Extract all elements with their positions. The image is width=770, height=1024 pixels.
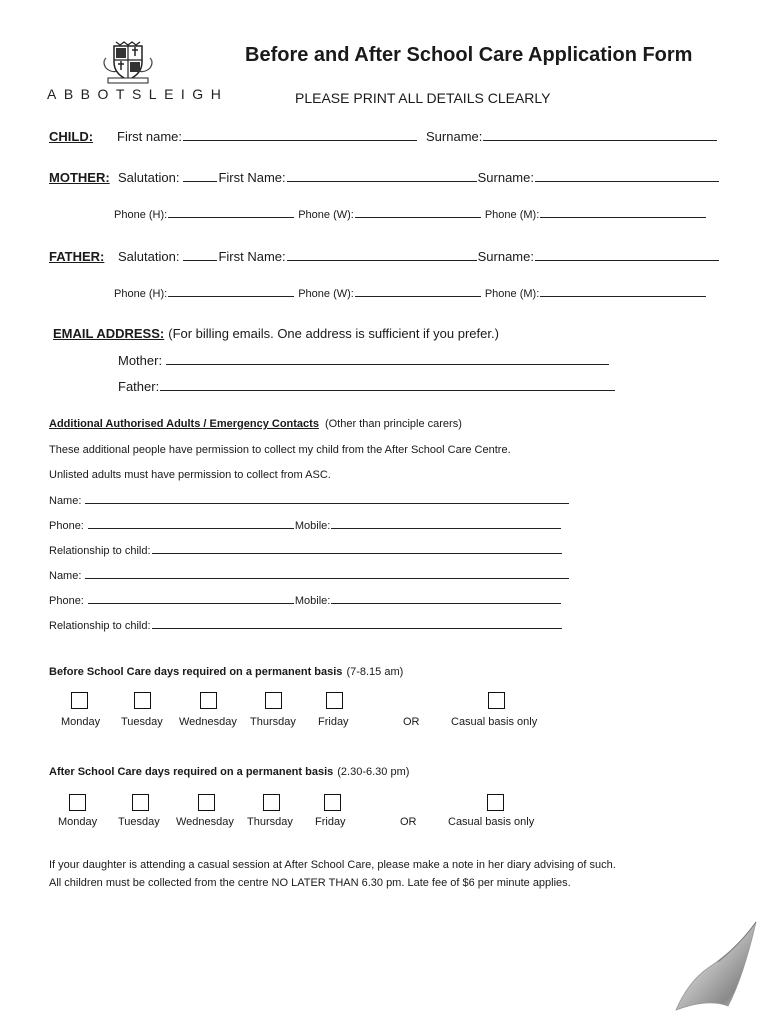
form-title: Before and After School Care Application Form xyxy=(245,44,693,66)
father-phone-h-label: Phone (H): xyxy=(114,288,168,300)
contact2-phone-field[interactable] xyxy=(88,594,294,604)
page-curl-graphic xyxy=(668,918,758,1014)
mother-phone-fields xyxy=(114,208,707,221)
form-subtitle: PLEASE PRINT ALL DETAILS CLEARLY xyxy=(295,90,551,106)
email-father-field[interactable] xyxy=(160,379,615,391)
father-phone-h-field[interactable] xyxy=(168,287,294,297)
mother-first-name-field[interactable] xyxy=(287,170,477,182)
mother-phone-m-label: Phone (M): xyxy=(484,209,540,221)
mother-phone-h-field[interactable] xyxy=(168,208,294,218)
contact2-name-field[interactable] xyxy=(85,569,569,579)
after-casual-checkbox[interactable] xyxy=(487,794,504,811)
contact1-phone-row xyxy=(49,519,562,532)
contact2-name-label: Name: xyxy=(49,570,82,582)
school-crest-logo xyxy=(100,40,156,84)
contacts-heading: Additional Authorised Adults / Emergency Contacts xyxy=(49,418,319,430)
contacts-permission-text: These additional people have permission to collect my child from the After School Care Centre. xyxy=(49,444,511,456)
contact2-relationship-field[interactable] xyxy=(152,619,562,629)
email-mother-row xyxy=(118,353,610,368)
father-salutation-label: Salutation: xyxy=(118,249,180,264)
after-care-heading-row xyxy=(49,766,409,778)
father-phone-w-label: Phone (W): xyxy=(298,288,354,300)
mother-name-fields xyxy=(118,170,720,185)
mother-phone-w-field[interactable] xyxy=(355,208,481,218)
child-surname-field[interactable] xyxy=(483,129,717,141)
mother-phone-m-field[interactable] xyxy=(540,208,706,218)
father-surname-field[interactable] xyxy=(535,249,719,261)
before-or-label: OR xyxy=(403,716,420,728)
contact2-mobile-label: Mobile: xyxy=(294,595,331,607)
mother-section-label: MOTHER: xyxy=(49,170,110,185)
before-friday-checkbox[interactable] xyxy=(326,692,343,709)
after-friday-label: Friday xyxy=(315,816,346,828)
contact1-mobile-label: Mobile: xyxy=(294,520,331,532)
father-surname-label: Surname: xyxy=(477,249,534,264)
contacts-heading-note: (Other than principle carers) xyxy=(324,418,462,430)
father-phone-w-field[interactable] xyxy=(355,287,481,297)
before-tuesday-checkbox[interactable] xyxy=(134,692,151,709)
contact1-name-row xyxy=(49,494,570,507)
child-first-name-field[interactable] xyxy=(183,129,417,141)
email-heading-row xyxy=(53,326,499,341)
after-care-hours: (2.30-6.30 pm) xyxy=(337,766,410,778)
before-monday-label: Monday xyxy=(61,716,101,728)
email-heading: EMAIL ADDRESS: xyxy=(53,326,165,341)
after-wednesday-label: Wednesday xyxy=(176,816,234,828)
child-section-label: CHILD: xyxy=(49,129,94,144)
after-thursday-checkbox[interactable] xyxy=(263,794,280,811)
before-care-heading: Before School Care days required on a permanent basis xyxy=(49,666,343,678)
contact1-name-field[interactable] xyxy=(85,494,569,504)
father-first-name-label: First Name: xyxy=(218,249,286,264)
before-tuesday-label: Tuesday xyxy=(121,716,163,728)
contact1-mobile-field[interactable] xyxy=(331,519,561,529)
email-mother-field[interactable] xyxy=(166,353,609,365)
email-mother-label: Mother: xyxy=(118,353,163,368)
after-casual-label: Casual basis only xyxy=(448,816,535,828)
father-first-name-field[interactable] xyxy=(287,249,477,261)
mother-first-name-label: First Name: xyxy=(218,170,286,185)
contact2-relationship-row xyxy=(49,619,563,632)
before-casual-checkbox[interactable] xyxy=(488,692,505,709)
contact1-phone-label: Phone: xyxy=(49,520,84,532)
after-care-heading: After School Care days required on a permanent basis xyxy=(49,766,334,778)
contacts-unlisted-text: Unlisted adults must have permission to collect from ASC. xyxy=(49,469,331,481)
child-first-name-label: First name: xyxy=(117,129,183,144)
email-father-row xyxy=(118,379,616,394)
after-tuesday-checkbox[interactable] xyxy=(132,794,149,811)
father-salutation-field[interactable] xyxy=(183,249,217,261)
contact2-mobile-field[interactable] xyxy=(331,594,561,604)
before-thursday-label: Thursday xyxy=(250,716,296,728)
after-monday-label: Monday xyxy=(58,816,98,828)
contact1-relationship-label: Relationship to child: xyxy=(49,545,151,557)
before-care-heading-row xyxy=(49,666,403,678)
contacts-heading-row xyxy=(49,418,462,430)
child-fields xyxy=(117,129,718,144)
after-monday-checkbox[interactable] xyxy=(69,794,86,811)
before-wednesday-label: Wednesday xyxy=(179,716,237,728)
contact1-phone-field[interactable] xyxy=(88,519,294,529)
collection-deadline-note: All children must be collected from the centre NO LATER THAN 6.30 pm. Late fee of $6 per minute applies. xyxy=(49,877,571,889)
mother-salutation-field[interactable] xyxy=(183,170,217,182)
mother-surname-label: Surname: xyxy=(477,170,534,185)
mother-phone-w-label: Phone (W): xyxy=(298,209,354,221)
contact2-phone-row xyxy=(49,594,562,607)
father-name-fields xyxy=(118,249,720,264)
child-surname-label: Surname: xyxy=(426,129,483,144)
mother-salutation-label: Salutation: xyxy=(118,170,180,185)
school-name: ABBOTSLEIGH xyxy=(47,86,229,102)
before-monday-checkbox[interactable] xyxy=(71,692,88,709)
before-care-hours: (7-8.15 am) xyxy=(346,666,404,678)
after-friday-checkbox[interactable] xyxy=(324,794,341,811)
father-phone-m-label: Phone (M): xyxy=(484,288,540,300)
casual-session-note: If your daughter is attending a casual session at After School Care, please make a note in her diary advising of such. xyxy=(49,859,616,871)
before-thursday-checkbox[interactable] xyxy=(265,692,282,709)
after-or-label: OR xyxy=(400,816,417,828)
after-thursday-label: Thursday xyxy=(247,816,293,828)
father-phone-m-field[interactable] xyxy=(540,287,706,297)
contact1-relationship-field[interactable] xyxy=(152,544,562,554)
father-phone-fields xyxy=(114,287,707,300)
contact1-relationship-row xyxy=(49,544,563,557)
father-section-label: FATHER: xyxy=(49,249,105,264)
before-wednesday-checkbox[interactable] xyxy=(200,692,217,709)
email-father-label: Father: xyxy=(118,379,160,394)
mother-phone-h-label: Phone (H): xyxy=(114,209,168,221)
contact2-name-row xyxy=(49,569,570,582)
before-casual-label: Casual basis only xyxy=(451,716,538,728)
contact2-phone-label: Phone: xyxy=(49,595,84,607)
before-friday-label: Friday xyxy=(318,716,349,728)
email-note: (For billing emails. One address is sufficient if you prefer.) xyxy=(168,326,499,341)
after-tuesday-label: Tuesday xyxy=(118,816,160,828)
contact1-name-label: Name: xyxy=(49,495,82,507)
mother-surname-field[interactable] xyxy=(535,170,719,182)
contact2-relationship-label: Relationship to child: xyxy=(49,620,151,632)
after-wednesday-checkbox[interactable] xyxy=(198,794,215,811)
